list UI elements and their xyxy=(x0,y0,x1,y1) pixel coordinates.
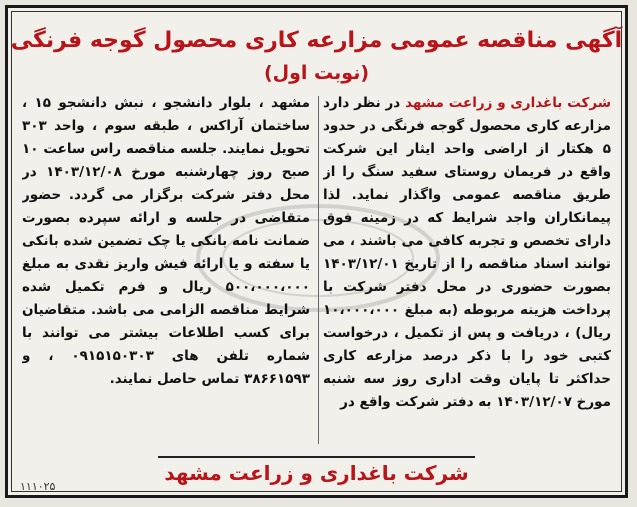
company-name-highlight: شرکت باغداری و زراعت مشهد xyxy=(405,95,611,111)
left-column-text: مشهد ، بلوار دانشجو ، نبش دانشجو ۱۵ ، ساختمان آراکس ، طبقه سوم ، واحد ۳۰۳ تحویل نمایند. جلسه مناقصه راس ساعت ۱۰ صبح روز چهارشنبه مورخ ۱۴۰۳/۱۲/۰۸ در محل دفتر شرکت برگزار می گردد. حضور متقاضی در جلسه و ارائه سپرده بصورت ضمانت نامه بانکی یا چک تضمین شده بانکی یا سفته و یا ارائه فیش واریز نقدی به مبلغ ۵۰۰،۰۰۰،۰۰۰ ریال و فرم تکمیل شده شرایط مناقصه الزامی می باشد. متقاضیان برای کسب اطلاعات بیشتر می توانند با شماره تلفن های ۰۹۱۵۱۵۰۳۰۳ ، و ۳۸۶۶۱۵۹۳ تماس حاصل نمایند. xyxy=(22,95,310,387)
right-column xyxy=(323,92,611,448)
tender-advertisement xyxy=(5,5,628,498)
footer-divider xyxy=(158,456,475,458)
footer-company: شرکت باغداری و زراعت مشهد xyxy=(164,461,469,485)
ad-title: آگهی مناقصه عمومی مزارعه کاری محصول گوجه فرنگی xyxy=(10,28,623,53)
left-column xyxy=(22,92,310,448)
ad-code: ۱۱۱۰۲۵ xyxy=(20,480,56,493)
ad-subtitle: (نوبت اول) xyxy=(263,62,370,84)
body-columns xyxy=(22,92,611,448)
right-column-text: در نظر دارد مزارعه کاری محصول گوجه فرنگی در حدود ۵ هکتار از اراضی واحد ایثار این شرکت واقع در فریمان روستای سفید سنگ را از طریق مناقصه عمومی واگذار نماید. لذا پیمانکاران واجد شرایط که در زمینه فوق دارای تخصص و تجربه کافی می باشند ، می توانند اسناد مناقصه را از تاریخ ۱۴۰۳/۱۲/۰۱ بصورت حضوری در محل دفتر شرکت با پرداخت هزینه مربوطه (به مبلغ ۱۰،۰۰۰،۰۰۰ ریال) ، دریافت و پس از تکمیل ، درخواست کتبی خود را با ذکر درصد مزارعه کاری حداکثر تا پایان وقت اداری روز سه شنبه مورخ ۱۴۰۳/۱۲/۰۷ به دفتر شرکت واقع در xyxy=(323,95,611,410)
column-divider xyxy=(318,96,319,444)
